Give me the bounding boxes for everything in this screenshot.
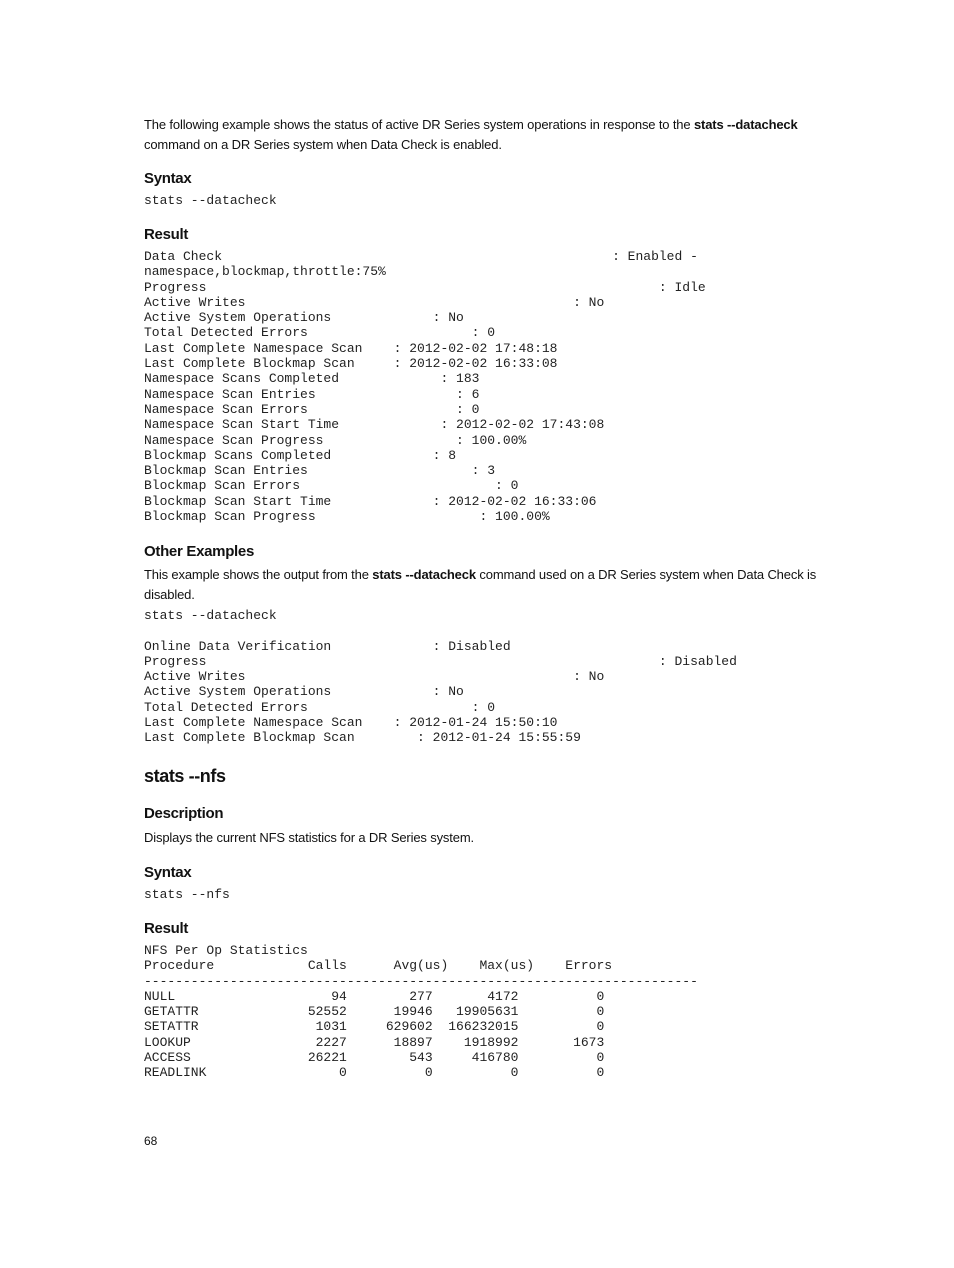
- result-code-block: Data Check : Enabled - namespace,blockmap,throttle:75% Progress : Idle Active Writes : No Active System Operations : No Total Detected Errors : 0 Last Complete Namespace Scan : 2012-02-02 17:48:18 Last Complete Blockmap Scan : 2012-02-02 16:33:08 Namespace Scans Completed : 183 Namespace Scan Entries : 6 Namespace Scan Errors : 0 Namespace Scan Start Time : 2012-02-02 17:43:08 Namespace Scan Progress : 100.00% Blockmap Scans Completed : 8 Blockmap Scan Entries : 3 Blockmap Scan Errors : 0 Blockmap Scan Start Time : 2012-02-02 16:33:06 Blockmap Scan Progress : 100.00%: [144, 249, 706, 525]
- nfs-result-code-block: NFS Per Op Statistics Procedure Calls Avg(us) Max(us) Errors ----------------------------------------------------------------------- NULL 94 277 4172 0 GETATTR 52552 19946 19905631 0 SETATTR 1031 629602 166232015 0 LOOKUP 2227 18897 1918992 1673 ACCESS 26221 543 416780 0 READLINK 0 0 0 0: [144, 943, 698, 1081]
- other-examples-code-block: stats --datacheck Online Data Verification : Disabled Progress : Disabled Active Writes : No Active System Operations : No Total Detected Errors : 0 Last Complete Namespace Scan : 2012-01-24 15:50:10 Last Complete Blockmap Scan : 2012-01-24 15:55:59: [144, 608, 737, 746]
- page-number: 68: [144, 1134, 158, 1148]
- nfs-syntax-heading: Syntax: [144, 864, 192, 881]
- other-examples-paragraph: [144, 565, 834, 604]
- nfs-result-heading: Result: [144, 920, 189, 937]
- result-heading: Result: [144, 226, 189, 243]
- other-examples-text-after: command used on a DR Series system when Data Check is disabled.: [144, 567, 817, 602]
- syntax-heading: Syntax: [144, 170, 192, 187]
- nfs-syntax-code: stats --nfs: [144, 887, 230, 902]
- section-title-stats-nfs: stats --nfs: [144, 766, 226, 786]
- description-text: Displays the current NFS statistics for a DR Series system.: [144, 830, 474, 845]
- intro-command: stats --datacheck: [693, 117, 798, 132]
- syntax-code: stats --datacheck: [144, 193, 277, 208]
- intro-text-before: The following example shows the status of active DR Series system operations in response to the: [144, 117, 694, 132]
- intro-text-after: command on a DR Series system when Data Check is enabled.: [144, 136, 502, 152]
- other-examples-heading: Other Examples: [144, 543, 255, 560]
- other-examples-command: stats --datacheck: [372, 567, 476, 582]
- other-examples-text-before: This example shows the output from the: [144, 567, 373, 582]
- description-heading: Description: [144, 805, 224, 822]
- intro-paragraph: [144, 115, 834, 154]
